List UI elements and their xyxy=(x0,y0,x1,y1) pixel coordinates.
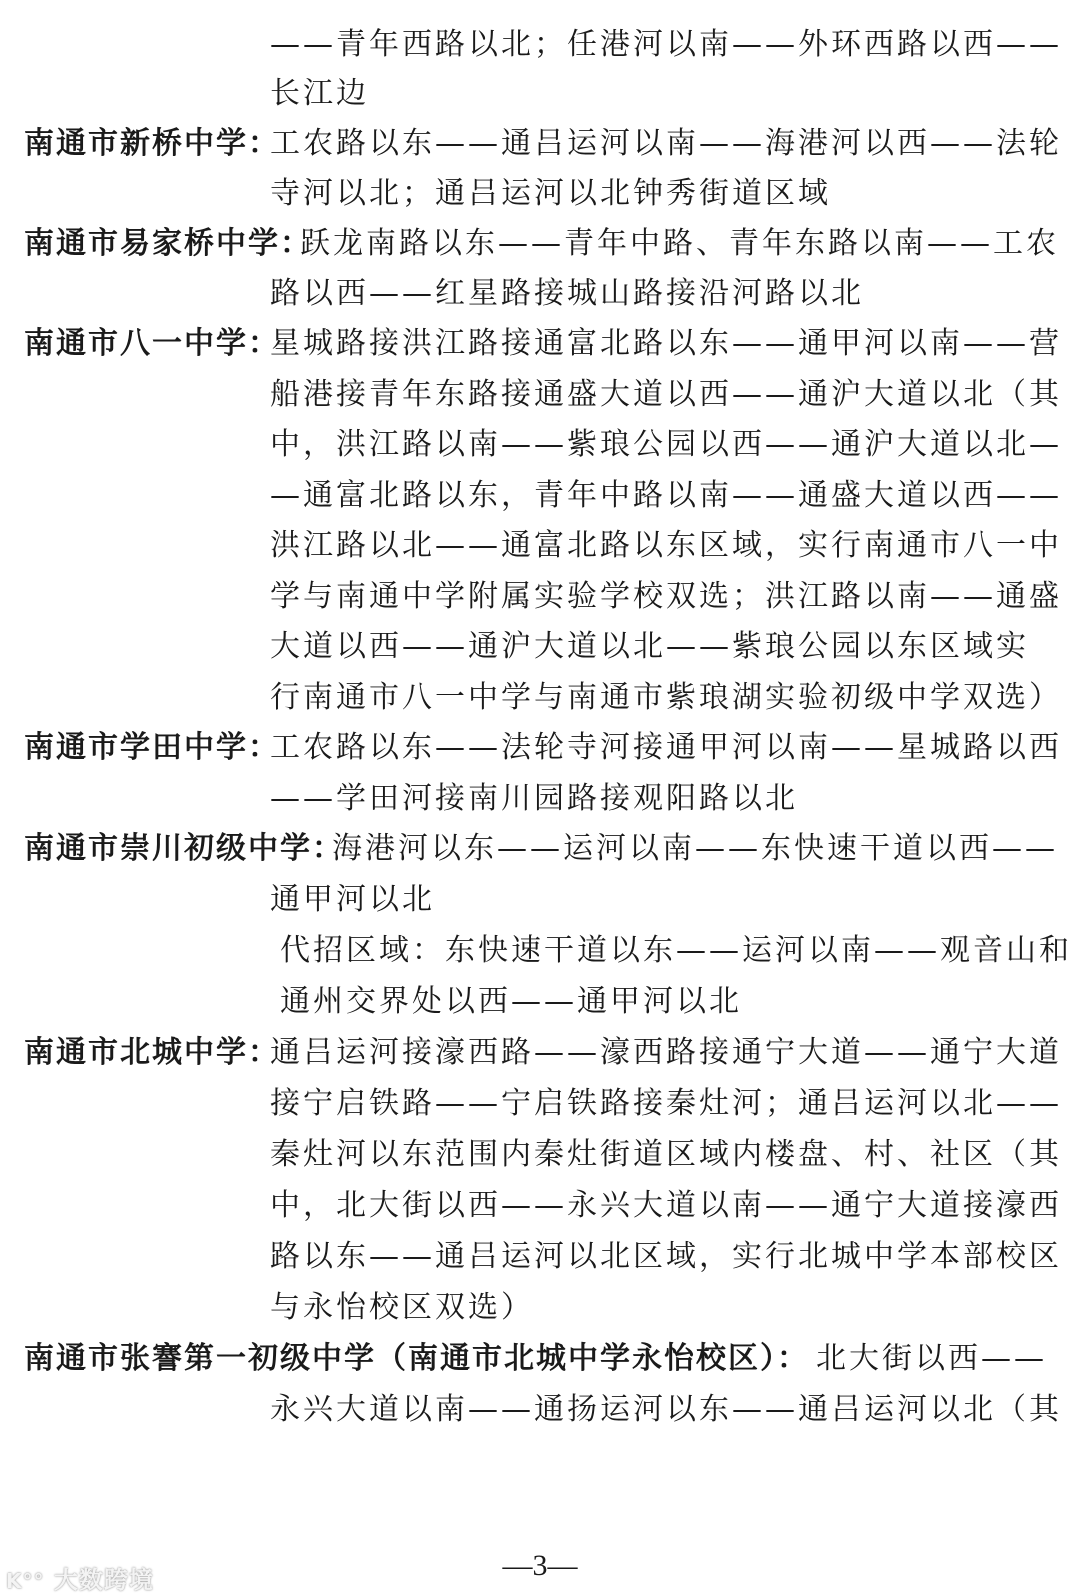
entry-5-line-0: 海港河以东——运河以南——东快速干道以西—— xyxy=(332,831,1058,866)
school-label-xuetian: 南通市学田中学： xyxy=(24,730,280,765)
entry-2-line-0: 跃龙南路以东——青年中路、青年东路以南——工农 xyxy=(300,226,1059,261)
page-number: —3— xyxy=(502,1549,578,1582)
entry-1-line-1: 寺河以北；通吕运河以北钟秀街道区域 xyxy=(270,176,831,211)
entry-3-line-5: 学与南通中学附属实验学校双选；洪江路以南——通盛 xyxy=(270,579,1062,614)
entry-7-first-line-rest: 北大街以西—— xyxy=(816,1341,1047,1376)
entry-2-line-1: 路以西——红星路接城山路接沿河路以北 xyxy=(270,276,864,311)
entry-6-line-2: 秦灶河以东范围内秦灶街道区域内楼盘、村、社区（其 xyxy=(270,1137,1062,1172)
entry-6-line-3: 中，北大街以西——永兴大道以南——通宁大道接濠西 xyxy=(270,1188,1062,1223)
entry-6-line-1: 接宁启铁路——宁启铁路接秦灶河；通吕运河以北—— xyxy=(270,1086,1062,1121)
school-label-chongchuan: 南通市崇川初级中学： xyxy=(24,831,344,866)
entry-6-line-4: 路以东——通吕运河以北区域，实行北城中学本部校区 xyxy=(270,1239,1062,1274)
school-label-xinqiao: 南通市新桥中学： xyxy=(24,126,280,161)
entry-0-line-1: 长江边 xyxy=(270,76,369,111)
entry-6-line-0: 通吕运河接濠西路——濠西路接通宁大道——通宁大道 xyxy=(270,1035,1062,1070)
entry-5-line-1: 通甲河以北 xyxy=(270,882,435,917)
school-label-yijiaqiao: 南通市易家桥中学： xyxy=(24,226,312,261)
entry-3-line-3: —通富北路以东，青年中路以南——通盛大道以西—— xyxy=(270,478,1062,513)
school-label-beicheng: 南通市北城中学： xyxy=(24,1035,280,1070)
entry-4-line-0: 工农路以东——法轮寺河接通甲河以南——星城路以西 xyxy=(270,730,1062,765)
entry-1-line-0: 工农路以东——通吕运河以南——海港河以西——法轮 xyxy=(270,126,1062,161)
watermark-text: 大数跨境 xyxy=(53,1566,154,1594)
entry-3-line-6: 大道以西——通沪大道以北——紫琅公园以东区域实 xyxy=(270,629,1029,664)
school-label-bayi: 南通市八一中学： xyxy=(24,326,280,361)
entry-4-line-1: ——学田河接南川园路接观阳路以北 xyxy=(270,781,798,816)
entry-5-sub-line-0: 代招区域：东快速干道以东——运河以南——观音山和 xyxy=(280,933,1072,968)
entry-3-line-4: 洪江路以北——通富北路以东区域，实行南通市八一中 xyxy=(270,528,1062,563)
school-label-zhangjian: 南通市张謇第一初级中学（南通市北城中学永怡校区）： xyxy=(24,1341,809,1376)
entry-3-line-7: 行南通市八一中学与南通市紫琅湖实验初级中学双选） xyxy=(270,680,1062,715)
entry-3-line-0: 星城路接洪江路接通富北路以东——通甲河以南——营 xyxy=(270,326,1062,361)
entry-3-line-1: 船港接青年东路接通盛大道以西——通沪大道以北（其 xyxy=(270,377,1062,412)
entry-7-line-0: 永兴大道以南——通扬运河以东——通吕运河以北（其 xyxy=(270,1392,1062,1427)
watermark-logo-icon: K°° xyxy=(6,1569,45,1593)
entry-0-line-0: ——青年西路以北；任港河以南——外环西路以西—— xyxy=(270,27,1062,62)
entry-3-line-2: 中，洪江路以南——紫琅公园以西——通沪大道以北— xyxy=(270,427,1062,462)
watermark xyxy=(6,1560,154,1595)
entry-6-line-5: 与永怡校区双选） xyxy=(270,1290,534,1325)
entry-5-sub-line-1: 通州交界处以西——通甲河以北 xyxy=(280,984,742,1019)
